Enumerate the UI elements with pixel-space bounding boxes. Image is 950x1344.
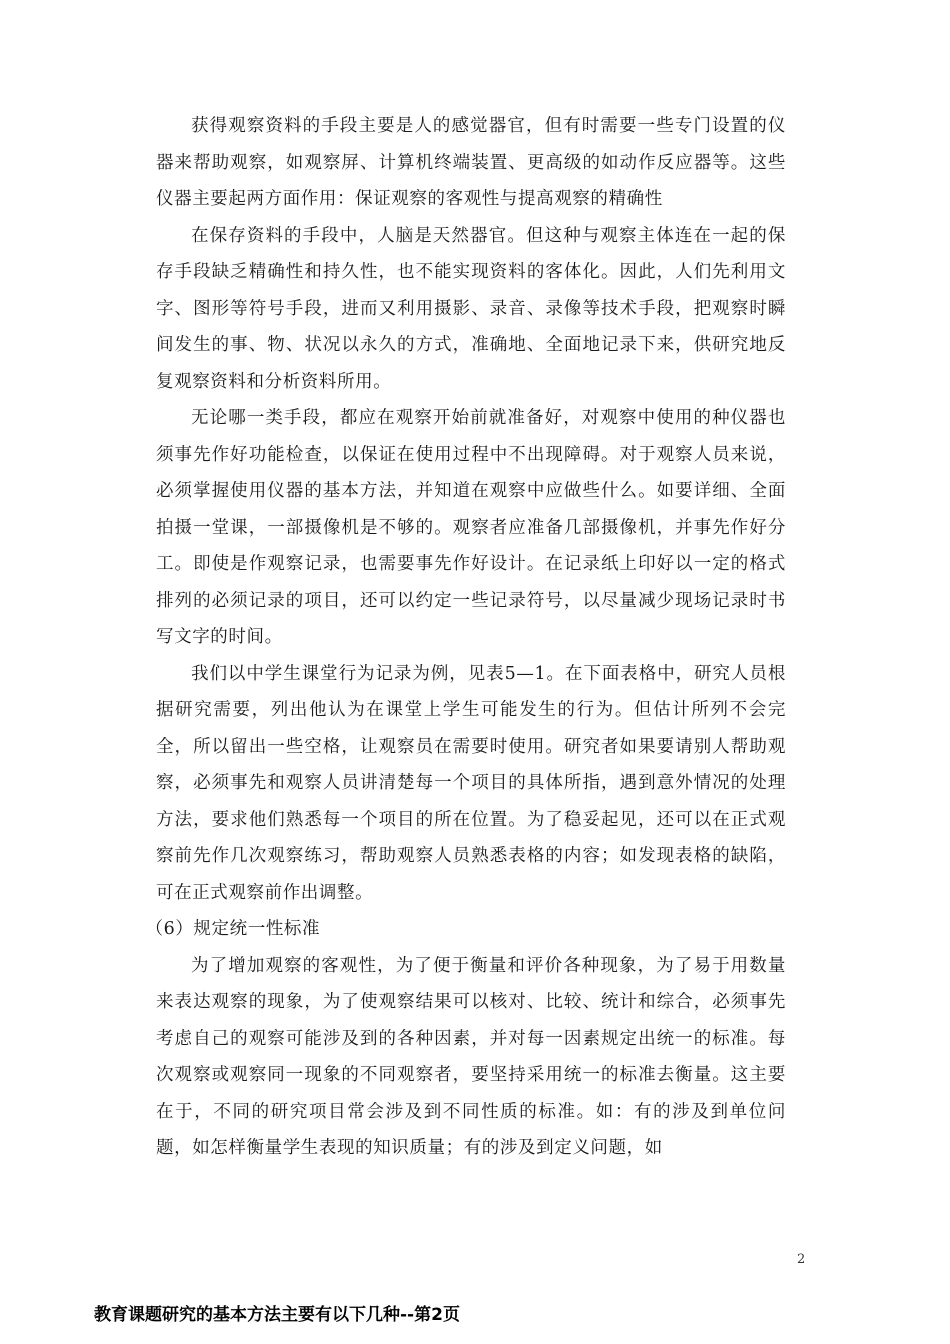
paragraph-preparation: 无论哪一类手段，都应在观察开始前就准备好，对观察中使用的种仪器也须事先作好功能检查，以保证在使用过程中不出现障碍。对于观察人员来说，必须掌握使用仪器的基本方法，并知道在观察中应做些什么。如要详细、全面拍摄一堂课，一部摄像机是不够的。观察者应准备几部摄像机，并事先作好分工。即使是作观察记录，也需要事先作好设计。在记录纸上印好以一定的格式排列的必须记录的项目，还可以约定一些记录符号，以尽量减少现场记录时书写文字的时间。 xyxy=(156,408,786,647)
paragraph-saving-data: 在保存资料的手段中，人脑是天然器官。但这种与观察主体连在一起的保存手段缺乏精确性和持久性，也不能实现资料的客体化。因此，人们先利用文字、图形等符号手段，进而又利用摄影、录音、录像等技术手段，把观察时瞬间发生的事、物、状况以永久的方式，准确地、全面地记录下来，供研究地反复观察资料和分析资料所用。 xyxy=(156,225,786,392)
footer-title: 教育课题研究的基本方法主要有以下几种--第2页 xyxy=(94,1305,460,1325)
paragraph-observation-tools: 获得观察资料的手段主要是人的感觉器官，但有时需要一些专门设置的仪器来帮助观察，如观察屏、计算机终端装置、更高级的如动作反应器等。这些仪器主要起两方面作用：保证观察的客观性与提高观察的精确性 xyxy=(156,116,786,209)
paragraph-classroom-example: 我们以中学生课堂行为记录为例，见表5—1。在下面表格中，研究人员根据研究需要，列出他认为在课堂上学生可能发生的行为。但估计所列不会完全，所以留出一些空格，让观察员在需要时使用。研究者如果要请别人帮助观察，必须事先和观察人员讲清楚每一个项目的具体所指，遇到意外情况的处理方法，要求他们熟悉每一个项目的所在位置。为了稳妥起见，还可以在正式观察前先作几次观察练习，帮助观察人员熟悉表格的内容；如发现表格的缺陷，可在正式观察前作出调整。 xyxy=(156,663,786,903)
paragraph-standards: 为了增加观察的客观性，为了便于衡量和评价各种现象，为了易于用数量来表达观察的现象，为了使观察结果可以核对、比较、统计和综合，必须事先考虑自己的观察可能涉及到的各种因素，并对每一因素规定出统一的标准。每次观察或观察同一现象的不同观察者，要坚持采用统一的标准去衡量。这主要在于，不同的研究项目常会涉及到不同性质的标准。如：有的涉及到单位问题，如怎样衡量学生表现的知识质量；有的涉及到定义问题，如 xyxy=(156,955,786,1158)
section-heading: （6）规定统一性标准 xyxy=(145,919,321,939)
page-number: 2 xyxy=(797,1252,806,1267)
document-body xyxy=(145,108,786,1167)
